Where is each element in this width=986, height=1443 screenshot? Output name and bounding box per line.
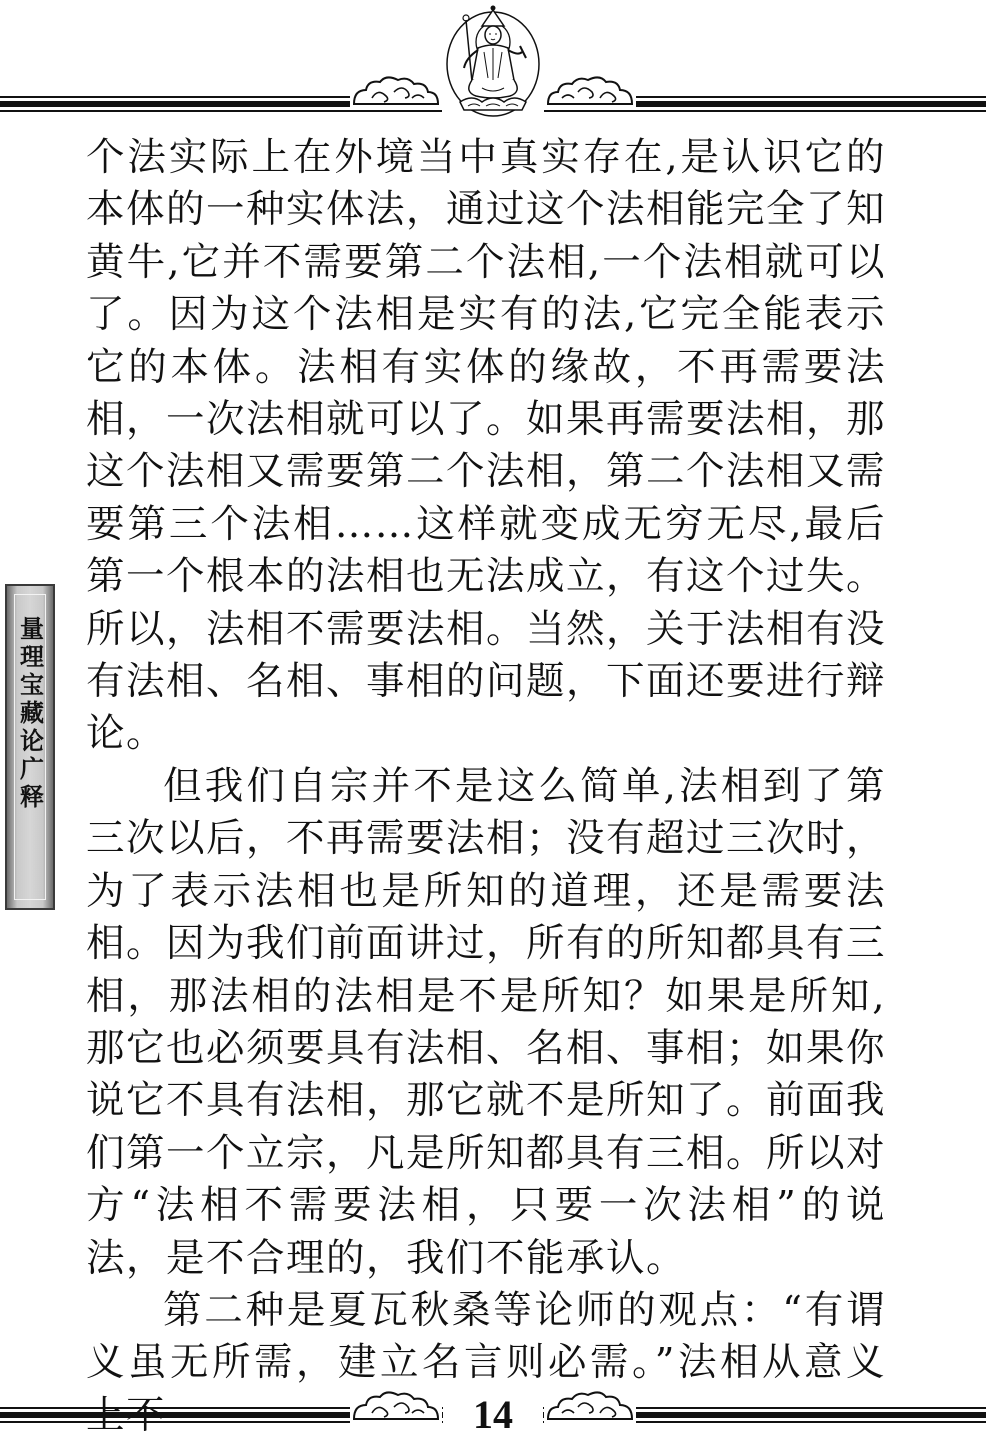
cloud-ornament-icon [544,1389,636,1423]
paragraph: 第二种是夏瓦秋桑等论师的观点：“有谓义虽无所需，建立名言则必需。”法相从意义 [86,1287,886,1386]
book-title-tab [5,584,55,910]
paragraph: 个法实际上在外境当中真实存在,是认识它的本体的一种实体法，通过这个法相能完全了知黄牛,它并不需要第二个法相,一个法相就可以了。因为这个法相是实有的法,它完全能表示它的本体。法相有实体的缘故，不再需要法相，一次法相就可以了。如果再需要法相，那这个法相又需要第二个法相，第二个法相又需要第三个法相……这样就变成无穷无尽,最后第一个根本的法相也无法成立，有这个过失。所以，法相不需要法相。当然，关于法相有没有法相、名相、事相的问题，下面还要进行辩论。 [86,135,887,757]
body-text [86,132,886,1442]
page-number: 14 [473,1392,513,1437]
paragraph: 但我们自宗并不是这么简单,法相到了第三次以后，不再需要法相；没有超过三次时，为了表示法相也是所知的道理，还是需要法相。因为我们前面讲过，所有的所知都具有三相，那法相的法相是不是所知？如果是所知,那它也必须要具有法相、名相、事相；如果你说它不具有法相，那它就不是所知了。前面我们第一个立宗，凡是所知都具有三相。所以对方“法相不需要法相，只要一次法相”的说法，是不合理的，我们不能承认。 [86,763,887,1281]
cloud-ornament-icon [350,1389,442,1423]
padmasambhava-figure-icon [442,2,544,120]
page-header [0,0,986,125]
book-title-label: 量理宝藏论广释 [15,616,45,812]
cloud-ornament-icon [544,74,636,108]
cloud-ornament-icon [350,74,442,108]
